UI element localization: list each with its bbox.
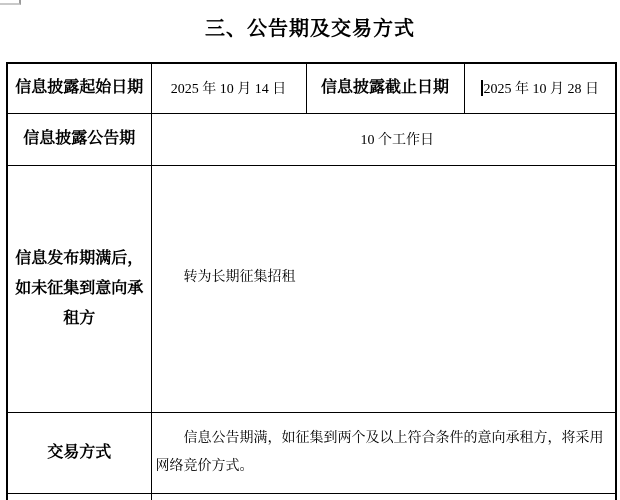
announcement-period-label[interactable]: 信息披露公告期 — [7, 113, 151, 165]
text-cursor — [481, 80, 483, 96]
table-row-disclosure-dates — [7, 63, 616, 113]
cutoff-row-value-cell[interactable] — [151, 493, 616, 500]
announcement-table — [6, 62, 617, 500]
fallback-value[interactable]: 转为长期征集招租 — [151, 165, 616, 412]
announcement-period-value[interactable]: 10 个工作日 — [151, 113, 616, 165]
cutoff-row-label-cell[interactable] — [7, 493, 151, 500]
table-row-transaction-method — [7, 412, 616, 493]
disclosure-end-value-text: 2025 年 10 月 28 日 — [483, 82, 599, 98]
table-row-cutoff — [7, 493, 616, 500]
disclosure-end-label[interactable]: 信息披露截止日期 — [306, 63, 464, 113]
disclosure-end-value[interactable] — [464, 63, 616, 113]
transaction-method-value[interactable]: 信息公告期满，如征集到两个及以上符合条件的意向承租方，将采用网络竞价方式。 — [151, 412, 616, 493]
transaction-method-label[interactable]: 交易方式 — [7, 412, 151, 493]
table-row-announcement-period — [7, 113, 616, 165]
previous-table-corner — [0, 0, 21, 5]
table-row-fallback — [7, 165, 616, 412]
disclosure-start-label[interactable]: 信息披露起始日期 — [7, 63, 151, 113]
fallback-label[interactable]: 信息发布期满后，如未征集到意向承租方 — [7, 165, 151, 412]
disclosure-start-value[interactable]: 2025 年 10 月 14 日 — [151, 63, 306, 113]
section-title[interactable]: 三、公告期及交易方式 — [205, 18, 415, 40]
